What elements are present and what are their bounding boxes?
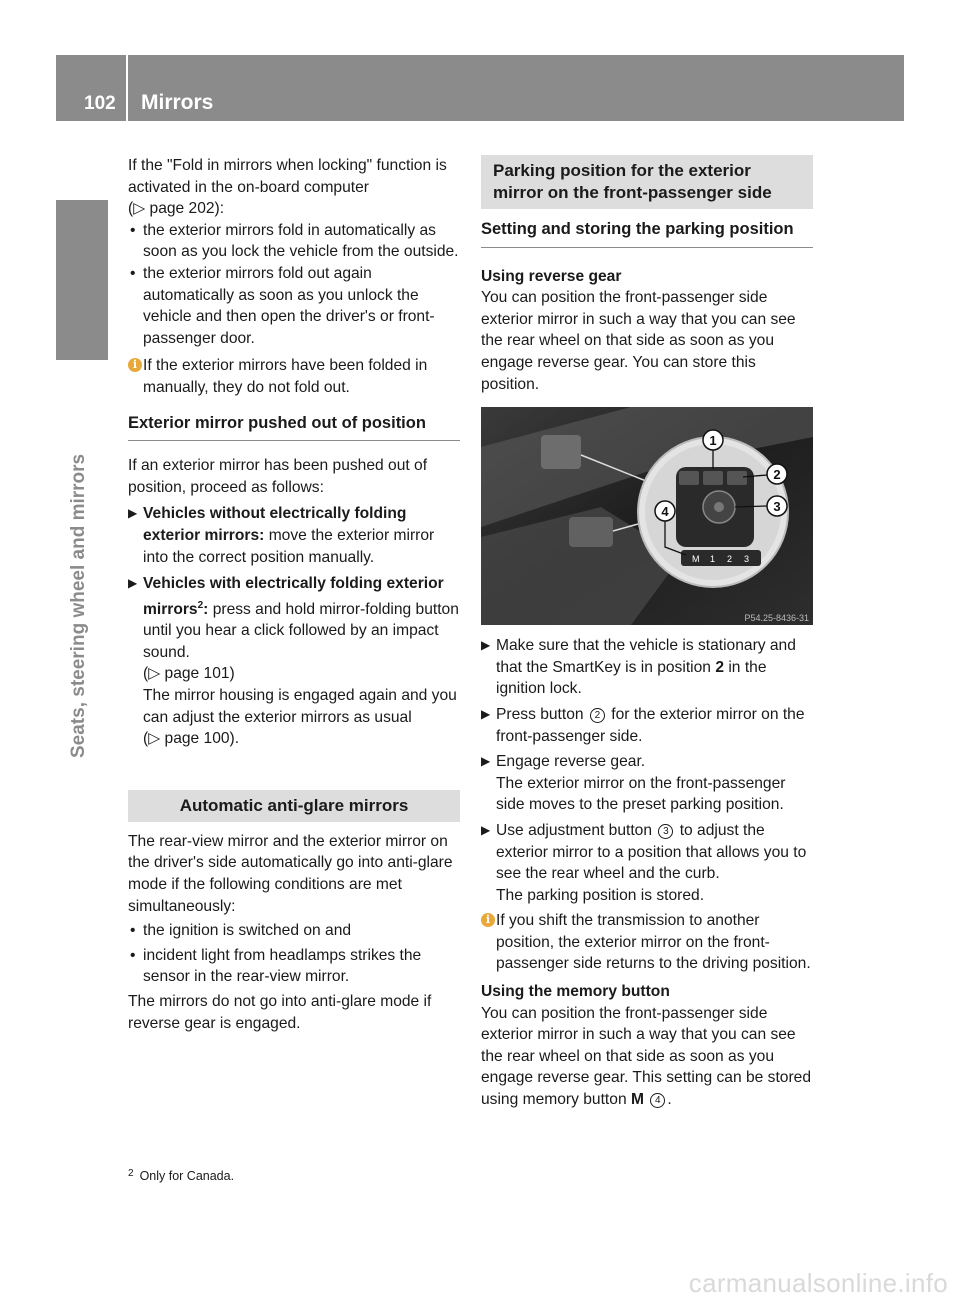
step-item	[481, 704, 813, 747]
bullet-item: • incident light from headlamps strikes the sensor in the rear-view mirror.	[128, 945, 460, 988]
triangle-right-icon: ▶	[481, 822, 491, 837]
button-number: 4	[650, 1093, 665, 1108]
header-divider	[126, 55, 128, 121]
reverse-text: You can position the front-passenger side exterior mirror in such a way that you can see the rear wheel on that side as soon as you engage reverse gear. You can store this position.	[481, 289, 796, 393]
step-text: press and hold mirror-folding button until you hear a click followed by an impact sound.	[143, 600, 459, 661]
image-code: P54.25-8436-31	[744, 613, 809, 624]
triangle-right-icon: ▶	[481, 754, 491, 769]
door-panel-photo	[481, 407, 813, 625]
button-number: 3	[658, 824, 673, 839]
info-icon: i	[128, 358, 142, 372]
memory-end: .	[667, 1091, 672, 1109]
footnote-ref[interactable]: 2	[197, 599, 204, 611]
footnote-number: 2	[128, 1168, 134, 1179]
watermark: carmanualsonline.info	[688, 1268, 948, 1298]
memory-text: You can position the front-passenger side exterior mirror in such a way that you can see the rear wheel on that side as soon as you engage reverse gear. This setting can be stored using memory button	[481, 1004, 811, 1109]
callout-label: 2	[773, 467, 781, 483]
step-result: The mirror housing is engaged again and you can adjust the exterior mirrors as usual	[143, 687, 457, 726]
info-note	[481, 910, 813, 975]
button-number: 2	[590, 708, 605, 723]
door-panel-illustration	[481, 407, 813, 625]
side-tab	[56, 200, 108, 360]
step-result: The parking position is stored.	[496, 886, 705, 904]
step-text: in the ignition lock.	[496, 658, 767, 698]
antiglare-outro: The mirrors do not go into anti-glare mode if reverse gear is engaged.	[128, 993, 432, 1032]
step-text: for the exterior mirror on the front-passenger side.	[496, 705, 805, 745]
triangle-right-icon: ▶	[128, 506, 138, 521]
subheading-memory: Using the memory button	[481, 983, 670, 1001]
info-note	[128, 355, 460, 398]
bullet-item: • the ignition is switched on and	[128, 920, 460, 942]
step-text: Press button	[496, 705, 584, 723]
heading-pushed-out: Exterior mirror pushed out of position	[128, 413, 460, 442]
callout-label: 3	[773, 499, 781, 515]
step-text: Make sure that the vehicle is stationary and that the SmartKey is in position	[496, 637, 796, 676]
key-position: 2	[715, 658, 724, 676]
triangle-right-icon: ▶	[481, 638, 491, 653]
step-text: to adjust the exterior mirror to a position that allows you to see the rear wheel and the curb.	[496, 821, 807, 883]
step-result: The exterior mirror on the front-passenger side moves to the preset parking position.	[496, 774, 786, 814]
step-item	[128, 503, 460, 568]
info-icon: i	[481, 913, 495, 927]
step-text: Engage reverse gear.	[496, 753, 646, 771]
antiglare-intro: The rear-view mirror and the exterior mirror on the driver's side automatically go into anti-glare mode if the following conditions are met simultaneously:	[128, 832, 453, 915]
memory-key-label: 1	[710, 554, 716, 565]
left-column	[128, 155, 460, 1034]
step-text: move the exterior mirror into the correct position manually.	[143, 526, 435, 566]
note-text: If the exterior mirrors have been folded in manually, they do not fold out.	[143, 357, 428, 396]
step-bold: Vehicles with electrically folding exterior mirrors	[143, 575, 444, 618]
pushed-intro: If an exterior mirror has been pushed out of position, proceed as follows:	[128, 457, 428, 496]
callout-label: 4	[661, 504, 669, 520]
section-title: Mirrors	[141, 91, 214, 114]
triangle-right-icon: ▶	[481, 706, 491, 721]
memory-paragraph	[481, 1003, 813, 1111]
intro-text: If the "Fold in mirrors when locking" function is activated in the on-board computer	[128, 157, 447, 196]
heading-parking-position: Parking position for the exterior mirror on the front-passenger side	[481, 155, 813, 209]
callout-label: 1	[709, 433, 717, 449]
step-item	[481, 751, 813, 816]
heading-antiglare: Automatic anti-glare mirrors	[128, 790, 460, 822]
subheading-reverse: Using reverse gear	[481, 267, 622, 285]
page-ref[interactable]: (▷ page 101)	[143, 665, 235, 683]
footnote	[128, 1168, 234, 1183]
step-item	[128, 573, 460, 750]
memory-key-label: 3	[744, 554, 750, 565]
right-column	[481, 155, 813, 1111]
bullet-item: • the exterior mirrors fold in automatically as soon as you lock the vehicle from the outside.	[128, 220, 460, 263]
side-label-text: Seats, steering wheel and mirrors	[68, 453, 89, 758]
step-text: Use adjustment button	[496, 821, 653, 839]
memory-key: M	[630, 1091, 644, 1109]
footnote-text: Only for Canada.	[139, 1169, 235, 1183]
page-number: 102	[84, 93, 116, 114]
bullet-item: • the exterior mirrors fold out again automatically as soon as you unlock the vehicle and then open the driver's or front-passenger door.	[128, 263, 460, 349]
page-ref[interactable]: (▷ page 202):	[128, 200, 225, 218]
intro-paragraph	[128, 155, 460, 220]
heading-setting: Setting and storing the parking position	[481, 219, 813, 248]
step-item	[481, 820, 813, 906]
memory-key-label: M	[692, 554, 700, 565]
memory-key-label: 2	[727, 554, 733, 565]
note-text: If you shift the transmission to another position, the exterior mirror on the front-passenger side returns to the driving position.	[496, 912, 811, 973]
triangle-right-icon: ▶	[128, 576, 138, 591]
step-bold: Vehicles without electrically folding exterior mirrors:	[143, 505, 407, 544]
step-colon: :	[203, 600, 209, 618]
step-item	[481, 635, 813, 700]
page-ref[interactable]: (▷ page 100).	[143, 730, 240, 748]
